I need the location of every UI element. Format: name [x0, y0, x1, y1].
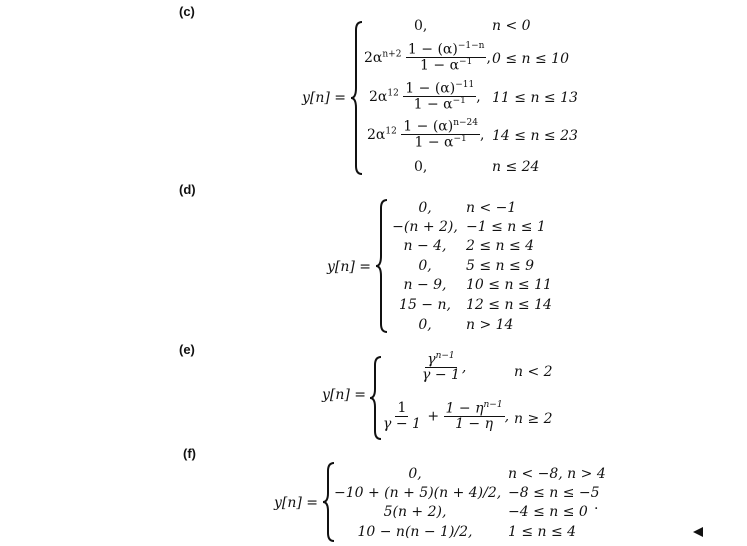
c-row2-expr: $2\alpha^{n+2}$ $\frac{1 - (\alpha)^{-1-n}}{1 - \alpha^{-1}}$ ,	[364, 41, 491, 74]
part-label-d: (d)	[179, 182, 196, 197]
f-row1-expr: 0,	[408, 466, 422, 482]
left-triangle-icon	[693, 527, 703, 537]
d-row7-cond: n > 14	[466, 317, 514, 333]
d-row7-expr: 0,	[418, 317, 432, 333]
f-row4-cond: 1 ≤ n ≤ 4	[508, 524, 577, 540]
brace-c	[350, 20, 364, 176]
e-row1-expr: $\frac{\gamma^{n-1}}{\gamma - 1}$ ,	[422, 351, 467, 384]
lhs-e: y[n] =	[322, 387, 367, 403]
e-row2-expr: $\frac{1}{\gamma - 1}$ + $\frac{1 - \eta^{n-1}}{1 - \eta}$ ,	[383, 400, 510, 433]
d-row6-cond: 12 ≤ n ≤ 14	[466, 297, 552, 313]
d-row4-cond: 5 ≤ n ≤ 9	[466, 258, 535, 274]
d-row6-expr: 15 − n,	[399, 297, 451, 313]
f-row2-cond: −8 ≤ n ≤ −5	[508, 485, 600, 501]
f-row4-expr: 10 − n(n − 1)/2,	[357, 524, 473, 540]
lhs-c: y[n] =	[302, 90, 347, 106]
c-row3-cond: 11 ≤ n ≤ 13	[492, 90, 578, 106]
c-row5-expr: 0,	[414, 159, 428, 175]
part-label-c: (c)	[179, 4, 195, 19]
c-row5-cond: n ≤ 24	[492, 159, 540, 175]
d-row2-cond: −1 ≤ n ≤ 1	[466, 219, 546, 235]
c-row4-cond: 14 ≤ n ≤ 23	[492, 128, 578, 144]
c-row1-expr: 0,	[414, 18, 428, 34]
lhs-f: y[n] =	[274, 495, 319, 511]
f-row3-cond: −4 ≤ n ≤ 0	[508, 504, 588, 520]
f-row1-cond: n < −8, n > 4	[508, 466, 606, 482]
c-row4-expr: $2\alpha^{12}$ $\frac{1 - (\alpha)^{n-24}}{1 - \alpha^{-1}}$ ,	[367, 118, 485, 151]
d-row2-expr: −(n + 2),	[392, 219, 458, 235]
brace-d	[375, 198, 389, 334]
lhs-d: y[n] =	[327, 259, 372, 275]
d-row4-expr: 0,	[418, 258, 432, 274]
c-row1-cond: n < 0	[492, 18, 531, 34]
f-row3-expr: 5(n + 2),	[383, 504, 447, 520]
d-row1-cond: n < −1	[466, 200, 517, 216]
part-label-f: (f)	[183, 446, 196, 461]
d-row5-expr: n − 9,	[403, 277, 447, 293]
f-row2-expr: −10 + (n + 5)(n + 4)/2,	[334, 485, 502, 501]
d-row3-cond: 2 ≤ n ≤ 4	[466, 238, 535, 254]
e-row1-cond: n < 2	[514, 364, 553, 380]
d-row3-expr: n − 4,	[403, 238, 447, 254]
d-row5-cond: 10 ≤ n ≤ 11	[466, 277, 552, 293]
e-row2-cond: n ≥ 2	[514, 411, 553, 427]
trailing-dot: ·	[594, 501, 599, 517]
c-row2-cond: 0 ≤ n ≤ 10	[492, 51, 569, 67]
d-row1-expr: 0,	[418, 200, 432, 216]
c-row3-expr: $2\alpha^{12}$ $\frac{1 - (\alpha)^{-11}}{1 - \alpha^{-1}}$ ,	[369, 80, 481, 113]
part-label-e: (e)	[179, 342, 195, 357]
